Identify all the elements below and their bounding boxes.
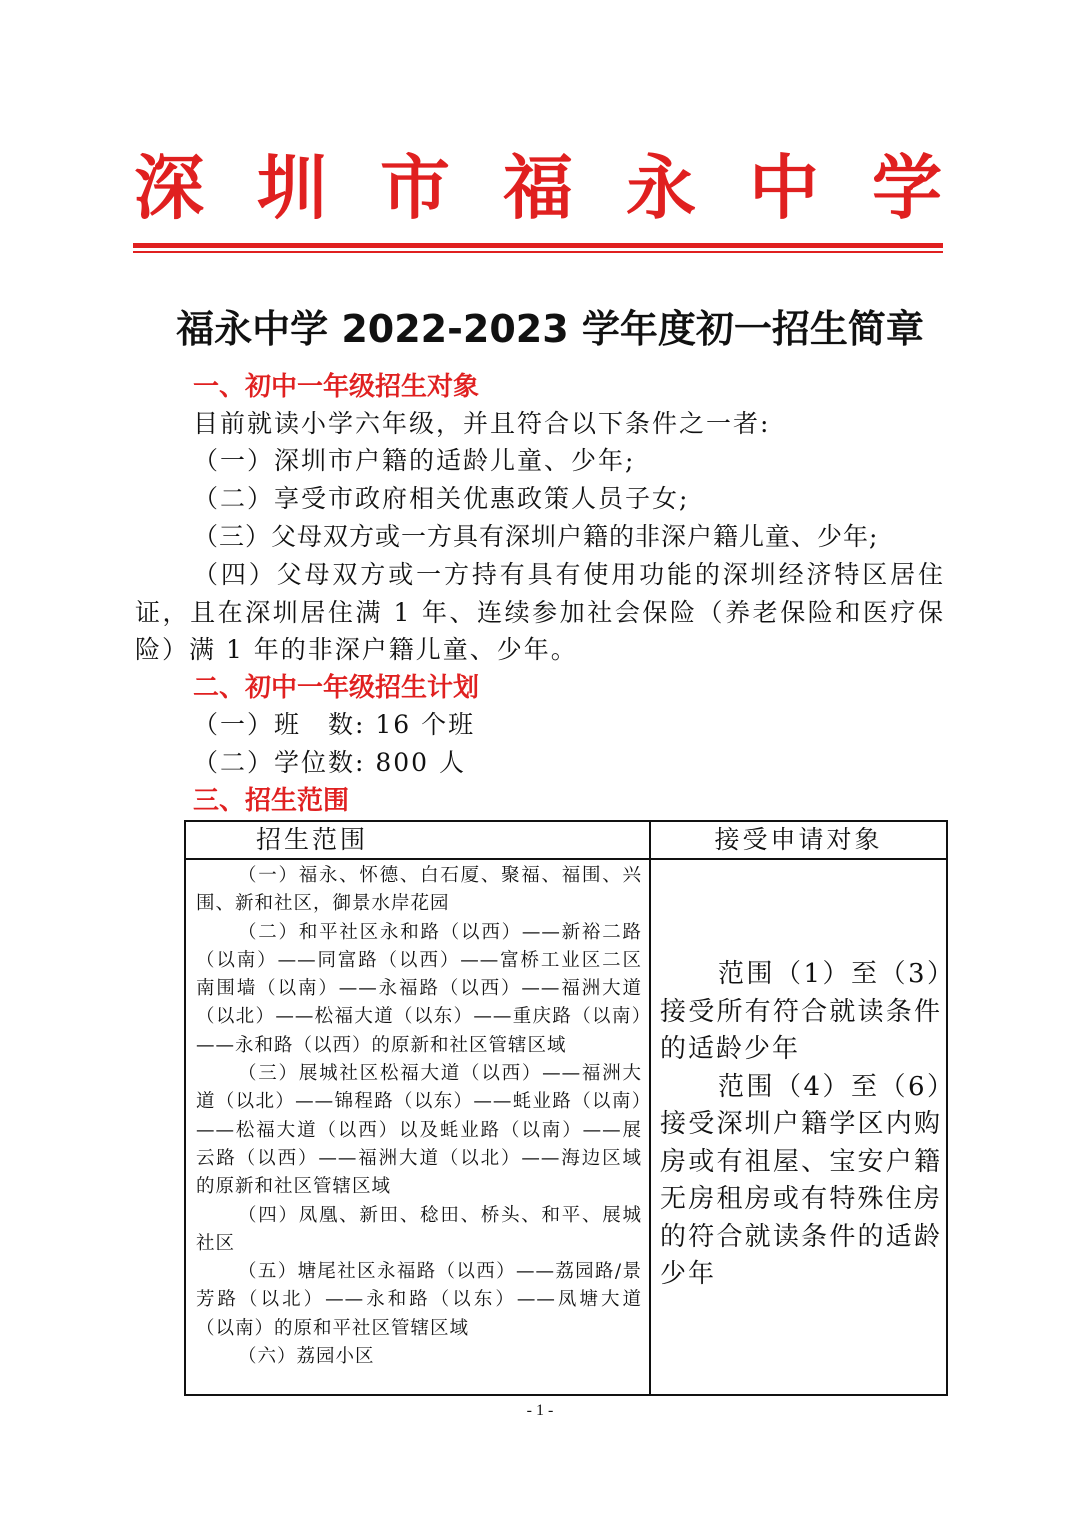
scope-item: （二）和平社区永和路（以西）——新裕二路（以南）——同富路（以西）——富桥工业区二区南围墙（以南）——永福路（以西）——福洲大道（以北）——松福大道（以东）——重庆路（以南）——永和路（以西）的原新和社区管辖区域 [196, 921, 642, 1056]
table-header-scope: 招生范围 [186, 822, 649, 860]
document-title: 福永中学 2022-2023 学年度初一招生简章 [176, 307, 924, 351]
letterhead-char: 圳 [257, 147, 327, 229]
condition-item-four: （四）父母双方或一方持有具有使用功能的深圳经济特区居住证，且在深圳居住满 1 年、连续参加社会保险（养老保险和医疗保险）满 1 年的非深户籍儿童、少年。 [135, 560, 945, 664]
letterhead-char: 永 [626, 147, 696, 229]
letterhead-divider-thin [133, 251, 943, 253]
section-intro: 目前就读小学六年级，并且符合以下条件之一者: [193, 409, 771, 438]
scope-item: （三）展城社区松福大道（以西）——福洲大道（以北）——锦程路（以东）——蚝业路（以南）——松福大道（以西）以及蚝业路（以南）——展云路（以西）——福洲大道（以北）——海边区域的原新和社区管辖区域 [196, 1063, 642, 1198]
letterhead-divider-thick [133, 243, 943, 248]
scope-item: （六）荔园小区 [238, 1346, 375, 1368]
condition-item: （二）享受市政府相关优惠政策人员子女; [193, 484, 690, 513]
applicant-rule: 范围（1）至（3）接受所有符合就读条件的适龄少年 [660, 959, 942, 1064]
section-heading-enrollment-plan: 二、初中一年级招生计划 [193, 673, 480, 703]
section-heading-enrollment-targets: 一、初中一年级招生对象 [193, 372, 480, 402]
condition-item: （三）父母双方或一方具有深圳户籍的非深户籍儿童、少年; [193, 522, 879, 551]
condition-item: （一）深圳市户籍的适龄儿童、少年; [193, 446, 636, 475]
scope-item: （五）塘尾社区永福路（以西）——荔园路/景芳路（以北）——永和路（以东）——凤塘大道（以南）的原和平社区管辖区域 [196, 1261, 642, 1339]
table-header-applicants: 接受申请对象 [651, 822, 946, 860]
scope-item: （一）福永、怀德、白石厦、聚福、福围、兴围、新和社区，御景水岸花园 [196, 865, 642, 915]
applicant-rule: 范围（4）至（6）接受深圳户籍学区内购房或有祖屋、宝安户籍无房租房或有特殊住房的符合就读条件的适龄少年 [660, 1071, 942, 1289]
plan-item-classes: （一）班 数: 16 个班 [193, 710, 476, 739]
scope-item: （四）凤凰、新田、稔田、桥头、和平、展城社区 [196, 1204, 642, 1254]
plan-item-seats: （二）学位数: 800 人 [193, 748, 467, 777]
applicant-description [660, 956, 942, 1294]
section-heading-enrollment-scope: 三、招生范围 [193, 786, 350, 816]
scope-list [196, 862, 642, 1371]
letterhead-char: 深 [134, 147, 204, 229]
letterhead-char: 福 [503, 147, 573, 229]
page-number: - 1 - [526, 1402, 554, 1419]
letterhead-char: 市 [380, 147, 450, 229]
school-letterhead [134, 148, 942, 228]
enrollment-scope-table [184, 820, 948, 1396]
letterhead-char: 中 [749, 147, 819, 229]
table-column-divider [649, 822, 651, 1394]
letterhead-char: 学 [872, 147, 942, 229]
